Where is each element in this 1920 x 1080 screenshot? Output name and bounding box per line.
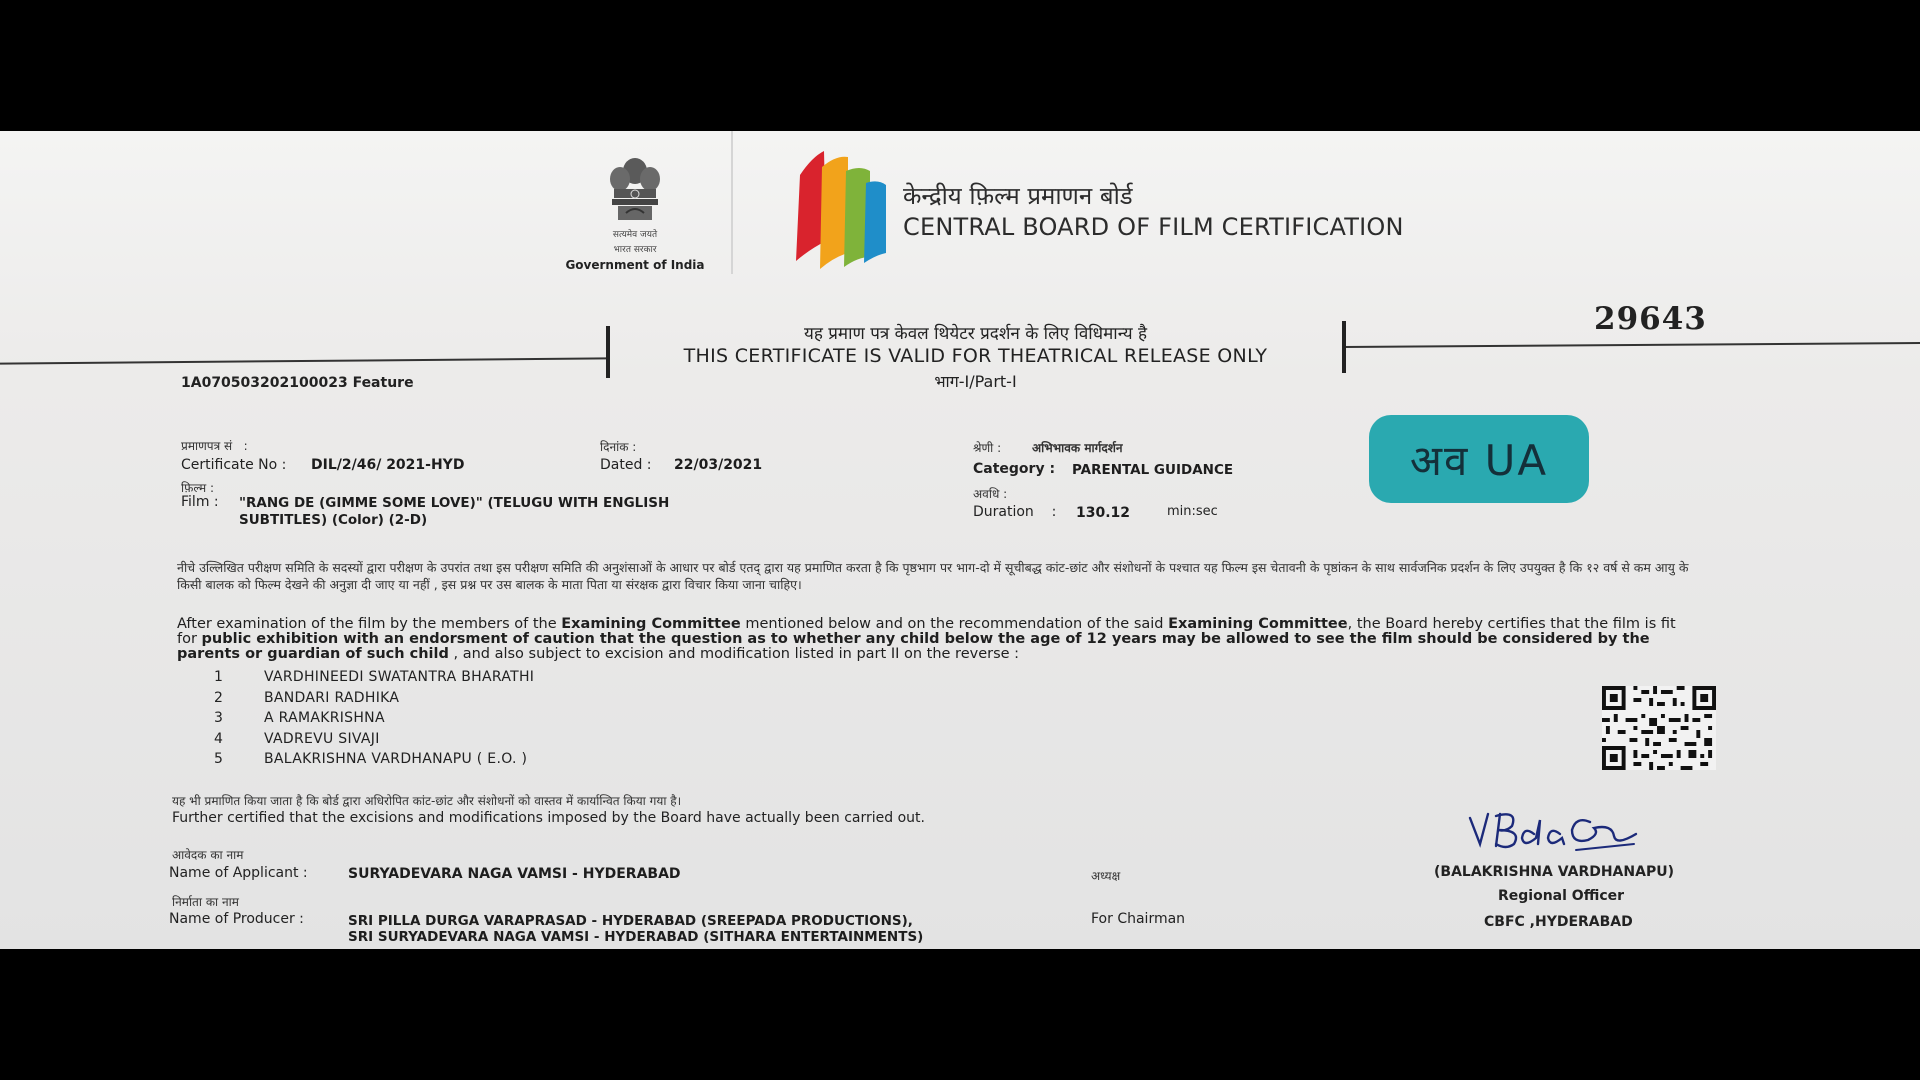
certificate-no-label-hindi: प्रमाणपत्र सं : [181, 439, 248, 453]
lion-capital-icon [598, 151, 672, 225]
applicant-value: SURYADEVARA NAGA VAMSI - HYDERABAD [348, 866, 681, 882]
banner-right-rule [1344, 342, 1920, 348]
rating-badge [1369, 415, 1589, 503]
category-label-hindi: श्रेणी : [973, 441, 1002, 455]
signature [1466, 804, 1641, 854]
banner-left-rule [0, 357, 607, 364]
film-label-hindi: फ़िल्म : [181, 481, 215, 495]
reference-number: 1A070503202100023 Feature [181, 375, 414, 391]
producer-label-hindi: निर्माता का नाम [172, 895, 239, 909]
film-title-line-2: SUBTITLES) (Color) (2-D) [239, 512, 428, 528]
film-title-line-1: "RANG DE (GIMME SOME LOVE)" (TELUGU WITH ENGLISH [239, 495, 670, 511]
date-label-hindi: दिनांक : [600, 440, 637, 454]
serial-number: 29643 [1594, 301, 1707, 337]
date-label: Dated : [600, 457, 652, 473]
national-emblem [560, 151, 710, 272]
further-certified-english: Further certified that the excisions and modifications imposed by the Board have actually been carried out. [172, 810, 925, 826]
producer-label: Name of Producer : [169, 911, 304, 927]
validity-banner [607, 321, 1344, 392]
date-value: 22/03/2021 [674, 457, 763, 473]
duration-label-hindi: अवधि : [973, 487, 1008, 501]
applicant-label: Name of Applicant : [169, 865, 308, 881]
emblem-english-label: Government of India [565, 258, 705, 272]
certificate-page: सत्यमेव जयते भारत सरकार Government of India केन्द्रीय फ़िल्म प्रमाणन बोर्ड CENTRAL BOARD OF FILM CERTIFICATION यह प्रमाण पत्र केवल थियेटर प्रदर्शन के लिए विधिमान्य है THIS CERTIFICATE IS VALID FOR THEATRICAL RELEASE ONLY भाग-I/Part-I 29643 1A070503202100023 Feature प्रमाणपत्र सं : Certificate No : DIL/2/46/ 2021-HYD दिनांक : Dated : 22/03/2021 फ़िल्म : Film : "RANG DE (GIMME SOME LOVE)" (TELUGU WITH ENGLISH SUBTITLES) (Color) (2-D) श्रेणी : अभिभावक मार्गदर्शन Category : PARENTAL GUIDANCE अवधि : Duration : 130.12 min:sec अव UA नीचे उल्लिखित परीक्षण समिति के सदस्यों द्वारा परीक्षण के उपरांत तथा इस परीक्षण समिति की अनुशंसाओं के आधार पर बोर्ड एतद् द्वारा यह प्रमाणित करता है कि पृष्ठभाग पर भाग-दो में सूचीबद्ध कांट-छांट और संशोधनों के पश्चात यह फिल्म इस चेतावनी के पृष्ठांकन के साथ सार्वजनिक प्रदर्शन के लिए उपयुक्त है कि १२ वर्ष से कम आयु के किसी बालक को फिल्म देखने की अनुज्ञा दी जाए या नहीं , इस प्रश्न पर उस बालक के माता पिता या संरक्षक द्वारा विचार किया जाना चाहिए। After examination of the film by the members of the Examining Committee mentioned below and on the recommendation of the said Examining Committee, the Board hereby certifies that the film is fit for public exhibition with an endorsment of caution that the question as to whether any child below the age of 12 years may be allowed to see the film should be considered by the parents or guardian of such child , and also subject to excision and modification listed in part II on the reverse : 1 VARDHINEEDI SWATANTRA BHARATHI 2 BANDARI RADHIKA 3 A RAMAKRISHNA 4 VADREVU SIVAJI 5 BALAKRISHNA VARDHANAPU ( E.O. ) यह भी प्रमाणित किया जाता है कि बोर्ड द्वारा अधिरोपित कांट-छांट और संशोधनों को वास्तव में कार्यान्वित किया गया है। Further certified that the excisions and modifications imposed by the Board have actually been carried out. आवेदक का नाम Name of Applicant : SURYADEVARA NAGA VAMSI - HYDERABAD अध्यक्ष For Chairman (BALAKRISHNA VARDHANAPU) Regional Officer CBFC ,HYDERABAD निर्माता का नाम Name of Producer : SRI PILLA DURGA VARAPRASAD - HYDERABAD (SREEPADA PRODUCTIONS), SRI SURYADEVARA NAGA VAMSI - HYDERABAD (SITHARA ENTERTAINMENTS) [0, 131, 1920, 949]
emblem-hindi-label: भारत सरकार [613, 245, 657, 255]
for-chairman-label: For Chairman [1091, 911, 1186, 927]
part-label: भाग-I/Part-I [934, 372, 1017, 391]
further-certified-hindi: यह भी प्रमाणित किया जाता है कि बोर्ड द्वारा अधिरोपित कांट-छांट और संशोधनों को वास्तव में कार्यान्वित किया गया है। [172, 794, 682, 808]
emblem-motto: सत्यमेव जयते [612, 230, 658, 240]
certificate-no-value: DIL/2/46/ 2021-HYD [311, 457, 465, 473]
signatory-name: (BALAKRISHNA VARDHANAPU) [1434, 864, 1674, 880]
certification-paragraph-english: After examination of the film by the members of the Examining Committee mentioned below and on the recommendation of the said Examining Committee, the Board hereby certifies that the film is fit for public exhibition with an endorsment of caution that the question as to whether any child below the age of 12 years may be allowed to see the film should be considered by the parents or guardian of such child , and also subject to excision and modification listed in part II on the reverse : [177, 616, 1676, 662]
producer-value-line-1: SRI PILLA DURGA VARAPRASAD - HYDERABAD (SREEPADA PRODUCTIONS), [348, 913, 913, 929]
producer-value-line-2: SRI SURYADEVARA NAGA VAMSI - HYDERABAD (SITHARA ENTERTAINMENTS) [348, 929, 924, 945]
duration-label: Duration : [973, 504, 1057, 520]
header-divider [731, 131, 733, 274]
rating-label: अव UA [1409, 435, 1549, 485]
validity-english: THIS CERTIFICATE IS VALID FOR THEATRICAL RELEASE ONLY [683, 345, 1268, 367]
applicant-label-hindi: आवेदक का नाम [172, 848, 244, 862]
board-name-english: CENTRAL BOARD OF FILM CERTIFICATION [903, 213, 1404, 241]
duration-unit: min:sec [1167, 504, 1218, 519]
duration-value: 130.12 [1076, 505, 1131, 521]
certification-paragraph-hindi: नीचे उल्लिखित परीक्षण समिति के सदस्यों द्वारा परीक्षण के उपरांत तथा इस परीक्षण समिति की अनुशंसाओं के आधार पर बोर्ड एतद् द्वारा यह प्रमाणित करता है कि पृष्ठभाग पर भाग-दो में सूचीबद्ध कांट-छांट और संशोधनों के पश्चात यह फिल्म इस चेतावनी के पृष्ठांकन के साथ सार्वजनिक प्रदर्शन के लिए उपयुक्त है कि १२ वर्ष से कम आयु के किसी बालक को फिल्म देखने की अनुज्ञा दी जाए या नहीं , इस प्रश्न पर उस बालक के माता पिता या संरक्षक द्वारा विचार किया जाना चाहिए। [177, 560, 1689, 592]
signatory-office: CBFC ,HYDERABAD [1484, 914, 1633, 930]
chairman-label-hindi: अध्यक्ष [1091, 869, 1121, 883]
category-value: PARENTAL GUIDANCE [1072, 462, 1234, 478]
validity-hindi: यह प्रमाण पत्र केवल थियेटर प्रदर्शन के लिए विधिमान्य है [803, 324, 1148, 344]
board-name-hindi: केन्द्रीय फ़िल्म प्रमाणन बोर्ड [903, 182, 1133, 210]
cbfc-logo-icon [782, 145, 892, 273]
category-value-hindi: अभिभावक मार्गदर्शन [1032, 441, 1123, 455]
film-label: Film : [181, 494, 219, 510]
qr-code-icon [1602, 686, 1716, 770]
category-label: Category : [973, 461, 1056, 477]
certificate-no-label: Certificate No : [181, 457, 287, 473]
signatory-title: Regional Officer [1498, 888, 1625, 904]
